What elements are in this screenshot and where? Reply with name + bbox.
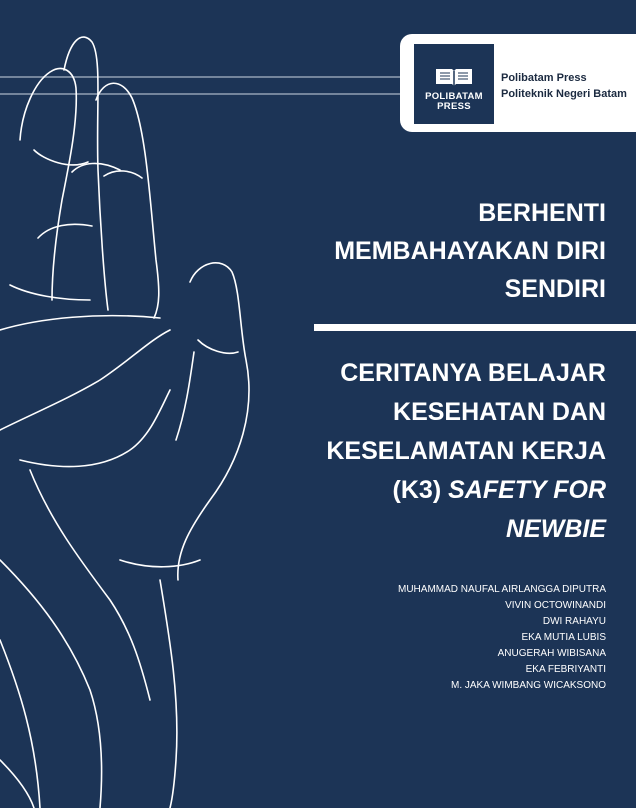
title-line: SENDIRI (504, 275, 606, 303)
subtitle-line: KESEHATAN DAN (393, 398, 606, 426)
author-name: ANUGERAH WIBISANA (497, 648, 606, 659)
book-title (334, 194, 606, 308)
subtitle-line: KESELAMATAN KERJA (326, 437, 606, 465)
title-line: BERHENTI (478, 199, 606, 227)
publisher-name: Polibatam Press (501, 72, 587, 84)
title-divider (314, 324, 636, 331)
subtitle-line: CERITANYA BELAJAR (340, 359, 606, 387)
subtitle-italic: SAFETY FOR (448, 476, 606, 504)
author-name: EKA FEBRIYANTI (525, 664, 606, 675)
publisher-box (400, 34, 636, 132)
publisher-logo (414, 44, 494, 124)
author-name: MUHAMMAD NAUFAL AIRLANGGA DIPUTRA (398, 584, 606, 595)
author-name: VIVIN OCTOWINANDI (505, 600, 606, 611)
author-name: M. JAKA WIMBANG WICAKSONO (450, 680, 606, 691)
author-list (398, 582, 606, 694)
logo-line-1: POLIBATAM (425, 91, 483, 102)
subtitle-line (326, 471, 606, 510)
subtitle-line: NEWBIE (506, 515, 606, 543)
book-icon (432, 66, 476, 88)
logo-line-2: PRESS (437, 101, 471, 112)
publisher-institution: Politeknik Negeri Batam (501, 88, 627, 100)
author-name: DWI RAHAYU (542, 616, 606, 627)
author-name: EKA MUTIA LUBIS (521, 632, 606, 643)
title-line: MEMBAHAYAKAN DIRI (334, 237, 606, 265)
book-subtitle (326, 354, 606, 549)
subtitle-plain: (K3) (392, 476, 449, 504)
